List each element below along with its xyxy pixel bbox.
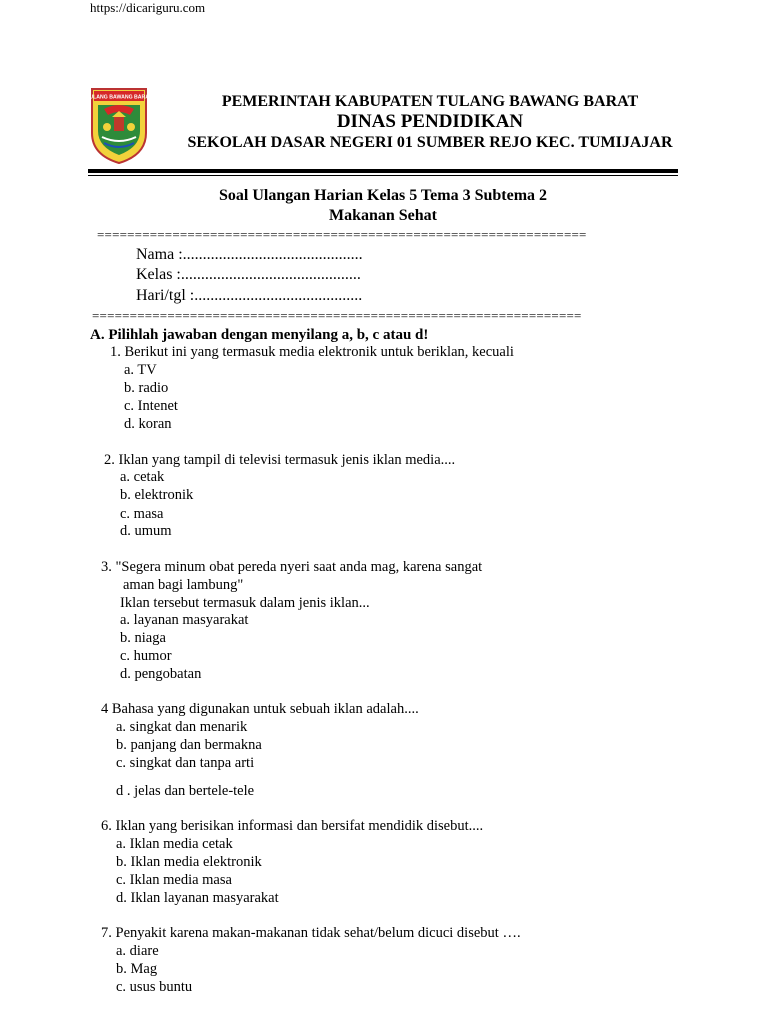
exam-subtitle: Makanan Sehat <box>328 207 438 224</box>
header-divider-thick <box>88 169 678 173</box>
field-kelas: Kelas :............................................. <box>136 266 361 283</box>
header-department: DINAS PENDIDIKAN <box>336 111 524 132</box>
answer-option: d . jelas dan bertele-tele <box>116 783 255 799</box>
answer-option: c. Iklan media masa <box>116 872 232 888</box>
answer-option: d. Iklan layanan masyarakat <box>116 890 279 906</box>
source-url: https://dicariguru.com <box>90 0 206 15</box>
exam-title: Soal Ulangan Harian Kelas 5 Tema 3 Subtema 2 <box>218 187 548 204</box>
header-school: SEKOLAH DASAR NEGERI 01 SUMBER REJO KEC. TUMIJAJAR <box>187 134 673 151</box>
answer-option: a. cetak <box>120 469 165 485</box>
separator-line: ================================================================= <box>97 227 587 242</box>
separator-line: ================================================================= <box>92 308 582 323</box>
header-divider-thin <box>88 175 678 176</box>
question-text: 1. Berikut ini yang termasuk media elektronik untuk beriklan, kecuali <box>110 344 514 360</box>
question-text-continued: Iklan tersebut termasuk dalam jenis iklan... <box>120 595 370 611</box>
answer-option: a. Iklan media cetak <box>116 836 233 852</box>
question-text: 6. Iklan yang berisikan informasi dan bersifat mendidik disebut.... <box>101 818 484 834</box>
emblem-text: TULANG BAWANG BARAT <box>86 94 152 101</box>
answer-option: a. layanan masyarakat <box>120 612 249 628</box>
answer-option: c. humor <box>120 648 172 664</box>
answer-option: b. radio <box>124 380 169 396</box>
answer-option: d. umum <box>120 523 172 539</box>
answer-option: d. pengobatan <box>120 666 202 682</box>
answer-option: d. koran <box>124 416 172 432</box>
answer-option: c. masa <box>120 506 164 522</box>
answer-option: b. niaga <box>120 630 166 646</box>
answer-option: b. Mag <box>116 961 158 977</box>
answer-option: c. singkat dan tanpa arti <box>116 755 255 771</box>
question-text: 2. Iklan yang tampil di televisi termasuk jenis iklan media.... <box>104 452 456 468</box>
answer-option: c. Intenet <box>124 398 178 414</box>
answer-option: a. diare <box>116 943 159 959</box>
question-text: 3. "Segera minum obat pereda nyeri saat anda mag, karena sangat <box>101 559 483 575</box>
answer-option: b. panjang dan bermakna <box>116 737 262 753</box>
field-hari-tgl: Hari/tgl :.......................................... <box>136 287 363 304</box>
answer-option: a. singkat dan menarik <box>116 719 248 735</box>
answer-option: c. usus buntu <box>116 979 193 995</box>
header-government: PEMERINTAH KABUPATEN TULANG BAWANG BARAT <box>221 93 639 110</box>
question-text: 7. Penyakit karena makan-makanan tidak sehat/belum dicuci disebut …. <box>101 925 521 941</box>
answer-option: a. TV <box>124 362 157 378</box>
answer-option: b. Iklan media elektronik <box>116 854 262 870</box>
field-nama: Nama :............................................. <box>136 246 363 263</box>
section-a-instruction: A. Pilihlah jawaban dengan menyilang a, b, c atau d! <box>90 327 429 343</box>
question-text-continued: aman bagi lambung" <box>123 577 244 593</box>
regency-emblem-logo <box>86 87 152 165</box>
answer-option: b. elektronik <box>120 487 194 503</box>
question-text: 4 Bahasa yang digunakan untuk sebuah iklan adalah.... <box>101 701 419 717</box>
